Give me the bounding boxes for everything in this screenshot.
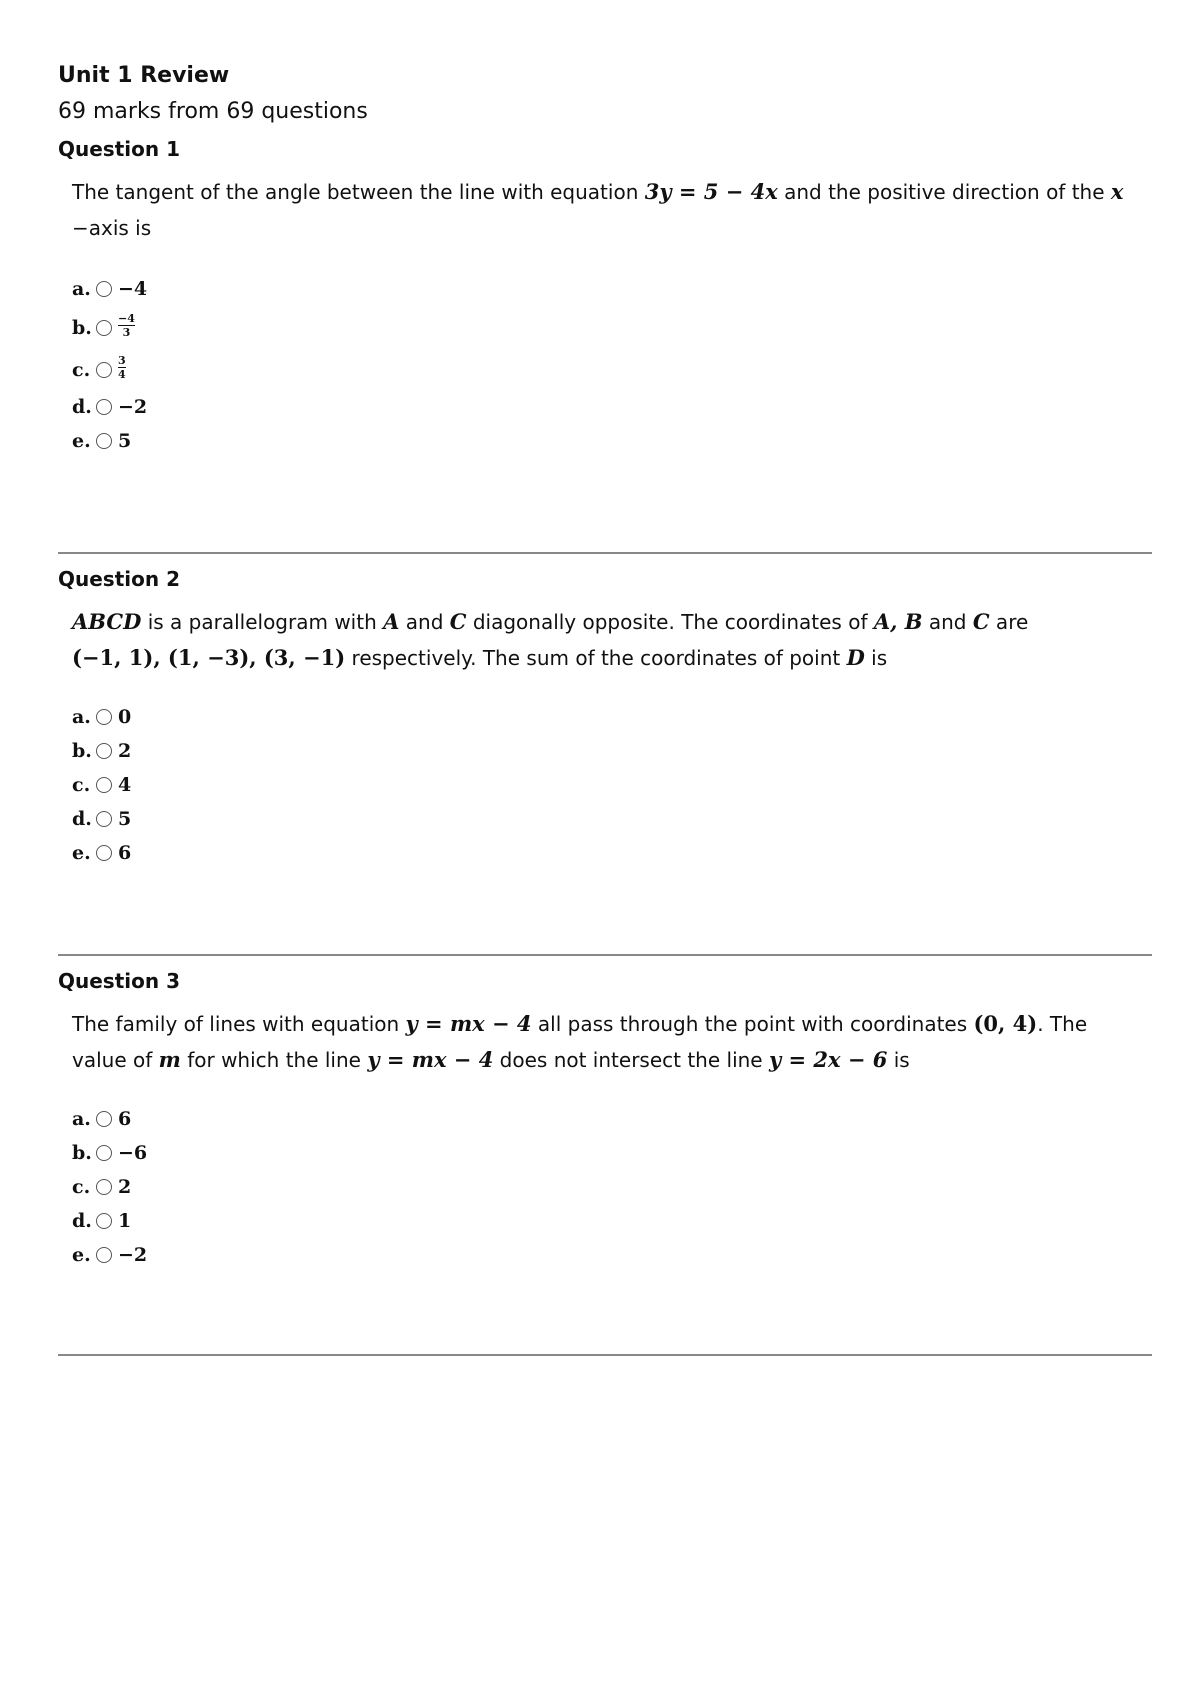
option-letter: c. [72,774,91,796]
radio-button[interactable] [96,433,112,449]
text-segment: diagonally opposite. The coordinates of [466,610,874,634]
text-segment: The family of lines with equation [72,1012,406,1036]
option-c[interactable] [72,768,1152,802]
option-fraction [118,355,126,380]
math-variable: A, B [873,609,923,634]
math-variable: m [158,1047,181,1072]
text-segment: is a parallelogram with [141,610,384,634]
option-value: 5 [118,808,132,830]
math-variable: C [449,609,467,634]
math-variable: C [972,609,990,634]
radio-button[interactable] [96,1213,112,1229]
option-letter: c. [72,359,91,381]
text-segment: for which the line [180,1048,368,1072]
option-letter: a. [72,1108,91,1130]
text-segment: and the positive direction of the [777,180,1111,204]
math-coordinates: (−1, 1), (1, −3), (3, −1) [72,645,346,670]
option-c[interactable] [72,1170,1152,1204]
text-segment: . The [1037,1012,1088,1036]
marks-summary: 69 marks from 69 questions [58,99,368,124]
math-variable: D [846,645,865,670]
text-segment: respectively. The sum of the coordinates of point [345,646,847,670]
option-value: 1 [118,1210,132,1232]
question-3-heading: Question 3 [58,969,180,993]
math-variable: x [1110,179,1124,204]
page-title: Unit 1 Review [58,63,230,88]
option-b[interactable] [72,1136,1152,1170]
radio-button[interactable] [96,1145,112,1161]
radio-button[interactable] [96,1179,112,1195]
text-segment: does not intersect the line [493,1048,769,1072]
option-value: 6 [118,842,132,864]
text-segment: is [864,646,888,670]
option-letter: e. [72,1244,91,1266]
option-letter: a. [72,278,91,300]
question-3-text [72,1006,1152,1078]
radio-button[interactable] [96,777,112,793]
option-e[interactable] [72,424,1152,458]
text-segment: The tangent of the angle between the line with equation [72,180,645,204]
text-segment: is [887,1048,910,1072]
option-a[interactable] [72,1102,1152,1136]
option-letter: b. [72,740,92,762]
option-value: 0 [118,706,132,728]
question-2-heading: Question 2 [58,567,180,591]
radio-button[interactable] [96,362,112,378]
math-coordinates: (0, 4) [973,1011,1038,1036]
radio-button[interactable] [96,281,112,297]
math-variable: ABCD [72,609,142,634]
question-1-heading: Question 1 [58,137,180,161]
question-3-options [72,1102,1152,1272]
radio-button[interactable] [96,320,112,336]
option-value: 2 [118,740,132,762]
divider [58,954,1152,956]
text-segment: and [922,610,973,634]
text-segment: are [989,610,1029,634]
option-d[interactable] [72,1204,1152,1238]
radio-button[interactable] [96,399,112,415]
math-equation: y = 2x − 6 [768,1047,888,1072]
fraction-denominator: 4 [118,367,126,381]
fraction-numerator: −4 [118,311,135,325]
option-letter: e. [72,430,91,452]
option-b[interactable] [72,734,1152,768]
question-3 [58,966,1152,1272]
text-segment: −axis is [72,216,152,240]
math-equation: y = mx − 4 [367,1047,494,1072]
option-fraction [118,313,135,338]
option-e[interactable] [72,836,1152,870]
math-equation: 3y = 5 − 4x [644,179,778,204]
fraction-denominator: 3 [122,325,131,339]
option-letter: b. [72,317,92,339]
radio-button[interactable] [96,845,112,861]
math-variable: A [383,609,400,634]
option-value: 6 [118,1108,132,1130]
question-2-text [72,604,1152,676]
fraction-numerator: 3 [118,353,126,367]
option-letter: a. [72,706,91,728]
option-letter: d. [72,1210,92,1232]
question-1-options [72,272,1152,458]
option-letter: d. [72,808,92,830]
option-a[interactable] [72,272,1152,306]
option-value: −6 [118,1142,148,1164]
option-e[interactable] [72,1238,1152,1272]
option-value: 4 [118,774,132,796]
radio-button[interactable] [96,1111,112,1127]
text-segment: and [399,610,450,634]
radio-button[interactable] [96,811,112,827]
option-c[interactable] [72,350,1152,390]
option-letter: d. [72,396,92,418]
text-segment: value of [72,1048,159,1072]
option-value: −4 [118,278,148,300]
option-letter: b. [72,1142,92,1164]
text-segment: all pass through the point with coordinates [531,1012,974,1036]
quiz-page [58,60,1152,1266]
option-value: −2 [118,1244,148,1266]
radio-button[interactable] [96,1247,112,1263]
option-letter: e. [72,842,91,864]
option-a[interactable] [72,700,1152,734]
question-1 [58,134,1152,458]
option-b[interactable] [72,306,1152,350]
divider [58,1354,1152,1356]
option-letter: c. [72,1176,91,1198]
question-2-options [72,700,1152,870]
option-value: 5 [118,430,132,452]
option-value: −2 [118,396,148,418]
question-1-text [72,174,1152,246]
option-value: 2 [118,1176,132,1198]
radio-button[interactable] [96,743,112,759]
option-d[interactable] [72,390,1152,424]
radio-button[interactable] [96,709,112,725]
question-2 [58,564,1152,870]
divider [58,552,1152,554]
option-d[interactable] [72,802,1152,836]
math-equation: y = mx − 4 [405,1011,532,1036]
